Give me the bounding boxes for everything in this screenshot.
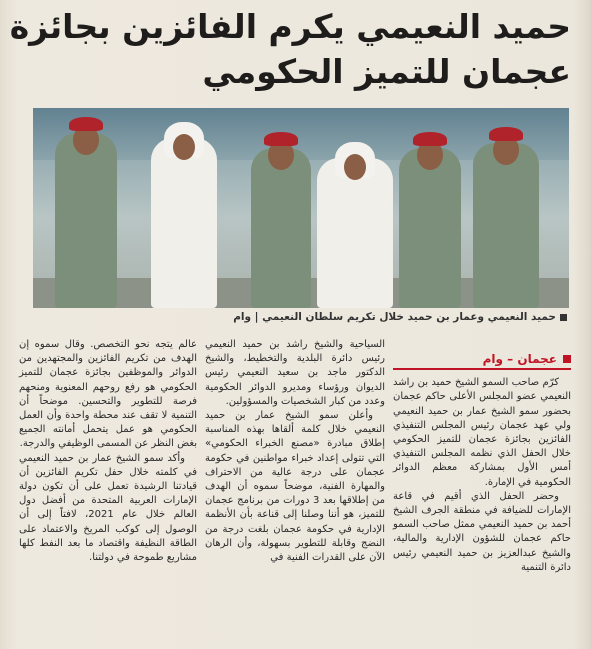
photo-figure xyxy=(317,158,393,308)
photo-figure xyxy=(473,143,539,308)
headline xyxy=(9,4,571,94)
article-column-1 xyxy=(393,338,571,575)
photo-figure xyxy=(251,148,311,308)
photo-figure xyxy=(151,138,217,308)
photo-figure xyxy=(399,148,461,308)
photo-caption xyxy=(27,311,567,329)
paragraph: وأعلن سمو الشيخ عمار بن حميد النعيمي خلال كلمة ألقاها بهذه المناسبة إطلاق مبادرة «مصنع الخبراء الحكومي» التي تتولى إعداد خبراء مواطنين في حكومة عجمان على درجة عالية من الاحتراف والمهارة الفنية، موضحاً سموه أن الهدف من إطلاقها بعد 3 دورات من برنامج عجمان للتميز، هو أننا وصلنا إلى قناعة بأن الأنظمة الإدارية في حكومة عجمان بلغت درجة من النضج وقابلة للتطوير بسهولة، وأن الرهان الآن على القدرات الفنية في xyxy=(205,410,385,564)
paragraph: عالم يتجه نحو التخصص. وقال سموه إن الهدف من تكريم الفائزين والمجتهدين من الدوائر والموظفين بجائزة عجمان للتميز الحكومي هو رفع روحهم المعنوية ومنحهم فرصة للتطوير والتحسين. موضحاً أن التنمية لا تقف عند محطة واحدة وأن العمل الحكومي هو عمل يتحمل أمانته الجميع بغض النظر عن المسمى الوظيفي والدرجة. xyxy=(19,339,197,450)
source-tag-text: عجمان – وام xyxy=(482,352,557,366)
paragraph: كرّم صاحب السمو الشيخ حميد بن راشد النعيمي عضو المجلس الأعلى حاكم عجمان بحضور سمو الشيخ عمار بن حميد النعيمي ولي عهد عجمان رئيس المجلس التنفيذي الفائزين بجائزة عجمان للتميز الحكومي خلال الحفل الذي نظمه المجلس التنفيذي أمس الأول بمشاركة معظم الدوائر الحكومية في الإمارة. xyxy=(393,377,571,488)
article-column-3 xyxy=(19,338,197,565)
headline-line-1: حميد النعيمي يكرم الفائزين بجائزة xyxy=(9,7,571,46)
headline-line-2: عجمان للتميز الحكومي xyxy=(202,52,571,91)
paragraph: وحضر الحفل الذي أقيم في قاعة الإمارات للضيافة في منطقة الجرف الشيخ أحمد بن حميد النعيمي ممثل صاحب السمو حاكم عجمان للشؤون الإدارية والمالية، والشيخ عبدالعزيز بن حميد النعيمي رئيس دائرة التنمية xyxy=(393,490,571,573)
paragraph: السياحية والشيخ راشد بن حميد النعيمي رئيس دائرة البلدية والتخطيط، والشيخ الدكتور ماجد بن سعيد النعيمي رئيس الديوان ورؤساء ومديرو الدوائر الحكومية وعدد من كبار الشخصيات والمسؤولين. xyxy=(205,339,385,407)
source-tag-square-icon xyxy=(563,355,571,363)
article-column-2 xyxy=(205,338,385,565)
caption-text: حميد النعيمي وعمار بن حميد خلال تكريم سلطان النعيمي | وام xyxy=(233,311,556,323)
photo-figure xyxy=(55,133,117,308)
caption-bullet-icon xyxy=(560,314,567,321)
event-photo xyxy=(33,108,569,308)
paragraph: وأكد سمو الشيخ عمار بن حميد النعيمي في كلمته خلال حفل تكريم الفائزين أن قيادتنا الرشيدة تعمل على أن تكون دولة الإمارات العربية المتحدة من أفضل دول العالم خلال عام 2021، لافتاً إلى أن الوصول إلى كوكب المريخ والاعتماد على الطاقة النظيفة واقتصاد ما بعد النفط كلها مشاريع طموحة في دولتنا. xyxy=(19,452,197,564)
source-tag xyxy=(393,352,571,370)
